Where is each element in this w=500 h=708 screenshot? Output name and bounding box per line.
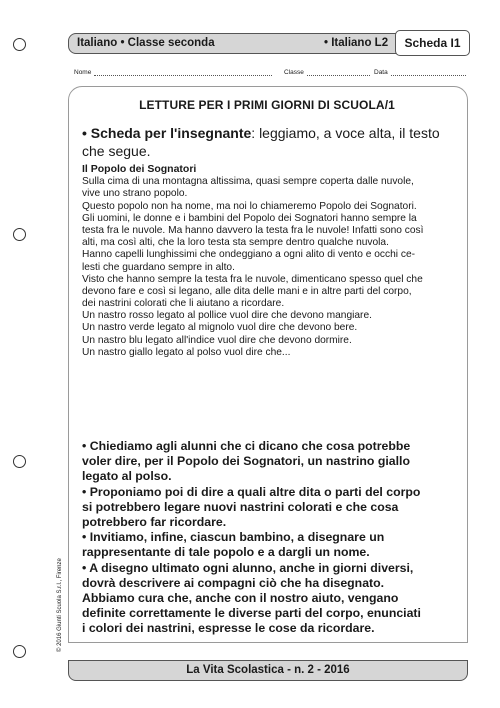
story-line: vive uno strano popolo. xyxy=(82,188,188,200)
story-line: Un nastro giallo legato al polso vuol dire che... xyxy=(82,346,291,358)
story-title: Il Popolo dei Sognatori xyxy=(82,163,197,175)
class-label: Classe xyxy=(284,69,304,76)
binder-hole-icon xyxy=(13,455,26,468)
story-line: alti, ma così alti, che la loro testa sta sempre dentro qualche nuvola. xyxy=(82,237,389,249)
story-line: Visto che hanno sempre la testa fra le nuvole, dimenticano spesso quel che xyxy=(82,273,423,285)
name-label: Nome xyxy=(74,69,92,76)
header-subject: Italiano • Classe seconda xyxy=(77,37,215,49)
instruction-line: • A disegno ultimato ogni alunno, anche in giorni diversi, xyxy=(82,560,414,575)
instruction-line: potrebbero far ricordare. xyxy=(82,514,227,529)
instruction-line: legato al polso. xyxy=(82,469,172,484)
page-title: LETTURE PER I PRIMI GIORNI DI SCUOLA/1 xyxy=(139,98,395,112)
date-label: Data xyxy=(374,69,388,76)
class-field[interactable] xyxy=(307,68,370,76)
date-field[interactable] xyxy=(391,68,466,76)
story-line: dei nastrini colorati che li aiutano a ricordare. xyxy=(82,298,285,310)
story-line: Un nastro verde legato al mignolo vuol dire che devono bere. xyxy=(82,322,358,334)
teacher-intro xyxy=(82,124,454,160)
story-line: Un nastro rosso legato al pollice vuol dire che devono mangiare. xyxy=(82,310,372,322)
intro-bullet: • xyxy=(82,125,87,141)
header-course: • Italiano L2 xyxy=(324,37,389,49)
instruction-line: • Invitiamo, infine, ciascun bambino, a disegnare un xyxy=(82,530,385,545)
story-line: Sulla cima di una montagna altissima, quasi sempre coperta dalle nuvole, xyxy=(82,176,414,188)
story-line: Hanno capelli lunghissimi che ondeggiano a ogni alito di vento e occhi ce- xyxy=(82,249,416,261)
intro-text: : leggiamo, a voce alta, il testo xyxy=(251,125,440,141)
instruction-line: • Proponiamo poi di dire a quali altre dita o parti del corpo xyxy=(82,484,421,499)
story-line: Un nastro blu legato all'indice vuol dire che devono dormire. xyxy=(82,334,352,346)
story-line: testa fra le nuvole. Ma hanno davvero la testa fra le nuvole! Infatti sono così xyxy=(82,224,424,236)
story-line: devono fare e così si legano, alle dita delle mani e in altre parti del corpo, xyxy=(82,285,412,297)
teacher-instructions xyxy=(82,439,462,636)
binder-hole-icon xyxy=(13,228,26,241)
instruction-line: definite correttamente le diverse parti del corpo, enunciati xyxy=(82,606,421,621)
copyright-notice: © 2016 Giunti Scuola S.r.l., Firenze xyxy=(57,558,63,652)
story-line: Gli uomini, le donne e i bambini del Popolo dei Sognatori hanno sempre la xyxy=(82,212,417,224)
instruction-line: i colori dei nastrini, espresse le cose da ricordare. xyxy=(82,621,375,636)
intro-bold-label: Scheda per l'insegnante xyxy=(90,125,252,141)
instruction-line: rappresentante di tale popolo e a dargli un nome. xyxy=(82,545,370,560)
instruction-line: • Chiediamo agli alunni che ci dicano che cosa potrebbe xyxy=(82,439,411,453)
binder-hole-icon xyxy=(13,38,26,51)
worksheet-id-badge: Scheda I1 xyxy=(395,30,470,56)
story-text xyxy=(82,163,458,359)
story-line: Questo popolo non ha nome, ma noi lo chiameremo Popolo dei Sognatori. xyxy=(82,200,417,212)
student-info-fields xyxy=(74,68,466,80)
instruction-line: Abbiamo cura che, anche con il nostro aiuto, vengano xyxy=(82,590,399,605)
story-line: lesti che guardano sempre in alto. xyxy=(82,261,235,273)
instruction-line: voler dire, per il Popolo dei Sognatori, un nastrino giallo xyxy=(82,454,410,469)
name-field[interactable] xyxy=(94,68,272,76)
intro-text-line2: che segue. xyxy=(82,143,151,159)
binder-hole-icon xyxy=(13,645,26,658)
instruction-line: si potrebbero legare nuovi nastrini colorati e che cosa xyxy=(82,499,399,514)
footer-bar: La Vita Scolastica - n. 2 - 2016 xyxy=(68,660,468,681)
instruction-line: dovrà descrivere ai compagni ciò che ha disegnato. xyxy=(82,575,385,590)
